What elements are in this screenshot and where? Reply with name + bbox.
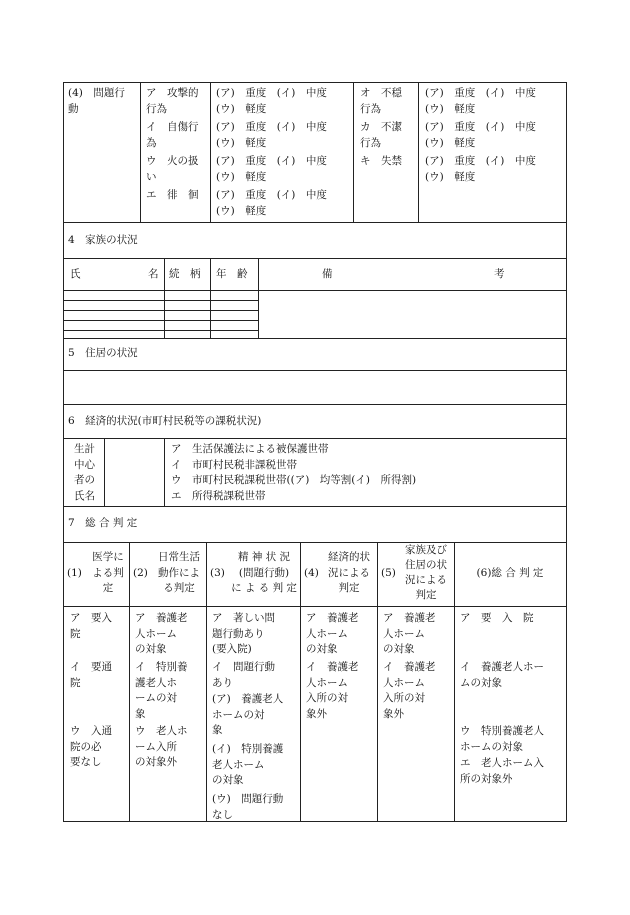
severity-options: (ア) 重度 (イ) 中度 xyxy=(216,87,327,99)
judgment-header: に よ る 判 定 xyxy=(231,582,297,594)
overall-judgment-option: 所の対象外 xyxy=(460,772,513,785)
column-header-age: 年 齢 xyxy=(216,268,248,280)
behavior-item-label: カ 不潔 xyxy=(360,121,402,133)
behavior-item-label: い xyxy=(146,170,157,183)
behavior-item-label: 行為 xyxy=(360,102,381,115)
rule-line xyxy=(63,606,567,607)
rule-line xyxy=(104,438,105,506)
behavior-item-label: イ 自傷行 xyxy=(146,121,199,133)
judgment-header: よる判 xyxy=(92,566,124,579)
judgment-header: 住居の状 xyxy=(405,559,447,571)
mental-judgment-option: なし xyxy=(212,808,233,821)
mental-judgment-option: (要入院) xyxy=(212,643,252,655)
tax-status-option: イ 市町村民税非課税世帯 xyxy=(171,458,297,471)
column-header-relation: 続 柄 xyxy=(169,268,201,280)
rule-line xyxy=(164,258,165,338)
rule-line xyxy=(418,82,419,222)
severity-options: (ウ) 軽度 xyxy=(425,136,476,149)
judgment-header: 医学に xyxy=(92,551,124,563)
severity-options: (ア) 重度 (イ) 中度 xyxy=(425,121,536,133)
rule-line xyxy=(63,310,258,311)
rule-line xyxy=(140,82,141,222)
behavior-item-label: オ 不穏 xyxy=(360,87,402,99)
adl-judgment-option: ア 養護老 xyxy=(135,612,188,624)
family-housing-judgment-option: 入所の対 xyxy=(383,692,425,704)
adl-judgment-option: 護老人ホ xyxy=(135,676,177,689)
adl-judgment-option: ームの対 xyxy=(135,692,177,704)
rule-line xyxy=(210,258,211,338)
behavior-item-label: 行為 xyxy=(360,136,381,149)
column-header-name: 名 xyxy=(148,268,159,280)
severity-options: (ウ) 軽度 xyxy=(216,204,267,217)
severity-options: (ア) 重度 (イ) 中度 xyxy=(216,155,327,167)
household-head-label: 氏名 xyxy=(74,489,95,502)
household-head-label: 生計 xyxy=(74,443,95,455)
overall-judgment-option: イ 養護老人ホー xyxy=(460,661,544,673)
rule-line xyxy=(63,300,258,301)
column-header-name: 氏 xyxy=(70,268,81,280)
mental-judgment-option: 老人ホーム xyxy=(212,758,265,771)
severity-options: (ウ) 軽度 xyxy=(216,170,267,183)
family-housing-judgment-option: ア 養護老 xyxy=(383,612,436,624)
section-title-family: 4 家族の状況 xyxy=(68,234,138,246)
rule-line xyxy=(63,404,567,405)
mental-judgment-option: ホームの対 xyxy=(212,708,265,721)
overall-judgment-option: ムの対象 xyxy=(460,676,502,689)
economic-judgment-option: 象外 xyxy=(306,707,327,720)
judgment-header-number: (5) xyxy=(381,567,396,579)
tax-status-option: エ 所得税課税世帯 xyxy=(171,489,266,502)
mental-judgment-option: 題行動あり xyxy=(212,627,265,640)
tax-status-option: ウ 市町村民税課税世帯((ア) 均等割(イ) 所得割) xyxy=(171,474,417,486)
section-title-housing: 5 住居の状況 xyxy=(68,347,138,359)
section-title-overall-judgment: 7 総 合 判 定 xyxy=(68,517,138,529)
behavior-item-label: 為 xyxy=(146,136,157,149)
household-head-label: 者の xyxy=(74,474,95,486)
severity-options: (ウ) 軽度 xyxy=(216,136,267,149)
rule-line xyxy=(377,542,378,822)
rule-line xyxy=(63,506,567,507)
problem-behavior-header: 動 xyxy=(68,102,79,115)
rule-line xyxy=(63,542,567,543)
judgment-header: 動作によ xyxy=(158,566,200,579)
medical-judgment-option: 要なし xyxy=(70,756,102,768)
rule-line xyxy=(63,370,567,371)
judgment-header: 経済的状 xyxy=(328,551,370,563)
column-header-remarks: 備 xyxy=(322,268,333,280)
adl-judgment-option: ーム入所 xyxy=(135,740,177,753)
medical-judgment-option: イ 要通 xyxy=(70,661,112,673)
rule-line xyxy=(63,338,567,339)
rule-line xyxy=(63,290,567,291)
severity-options: (ウ) 軽度 xyxy=(425,170,476,183)
rule-line xyxy=(300,542,301,822)
adl-judgment-option: の対象外 xyxy=(135,756,177,768)
rule-line xyxy=(454,542,455,822)
mental-judgment-option: 象 xyxy=(212,724,223,736)
tax-status-option: ア 生活保護法による被保護世帯 xyxy=(171,443,329,455)
rule-line xyxy=(63,222,567,223)
medical-judgment-option: ア 要入 xyxy=(70,612,112,624)
family-housing-judgment-option: イ 養護老 xyxy=(383,661,436,673)
judgment-header: (問題行動) xyxy=(238,566,290,579)
severity-options: (ウ) 軽度 xyxy=(425,102,476,115)
economic-judgment-option: イ 養護老 xyxy=(306,661,359,673)
mental-judgment-option: (ウ) 問題行動 xyxy=(212,793,284,805)
judgment-header: 況による xyxy=(405,574,447,586)
rule-line xyxy=(63,258,567,259)
severity-options: (ア) 重度 (イ) 中度 xyxy=(425,87,536,99)
judgment-header: (6)総 合 判 定 xyxy=(476,567,544,579)
behavior-item-label: 行為 xyxy=(146,102,167,115)
mental-judgment-option: ア 著しい問 xyxy=(212,612,275,624)
economic-judgment-option: 人ホーム xyxy=(306,627,348,640)
severity-options: (ア) 重度 (イ) 中度 xyxy=(216,121,327,133)
medical-judgment-option: ウ 入通 xyxy=(70,725,112,737)
behavior-item-label: キ 失禁 xyxy=(360,155,402,167)
rule-line xyxy=(258,258,259,338)
overall-judgment-option: ウ 特別養護老人 xyxy=(460,725,544,737)
family-housing-judgment-option: 人ホーム xyxy=(383,627,425,640)
judgment-header: 判定 xyxy=(415,589,437,601)
judgment-header: 定 xyxy=(102,582,114,594)
family-housing-judgment-option: の対象 xyxy=(383,643,415,655)
family-housing-judgment-option: 象外 xyxy=(383,707,404,720)
judgment-header: 判定 xyxy=(338,582,360,594)
economic-judgment-option: 入所の対 xyxy=(306,692,348,704)
behavior-item-label: ア 攻撃的 xyxy=(146,87,199,99)
judgment-header-number: (1) xyxy=(67,567,82,579)
judgment-header: 精 神 状 況 xyxy=(237,551,290,563)
medical-judgment-option: 院の必 xyxy=(70,740,102,753)
adl-judgment-option: ウ 老人ホ xyxy=(135,725,188,737)
judgment-header-number: (3) xyxy=(210,567,225,579)
mental-judgment-option: (ア) 養護老人 xyxy=(212,693,284,705)
behavior-item-label: エ 徘 徊 xyxy=(146,189,199,201)
adl-judgment-option: の対象 xyxy=(135,643,167,655)
severity-options: (ア) 重度 (イ) 中度 xyxy=(216,189,327,201)
judgment-header: 況による xyxy=(328,566,370,579)
severity-options: (ウ) 軽度 xyxy=(216,102,267,115)
mental-judgment-option: あり xyxy=(212,676,233,689)
rule-line xyxy=(164,438,165,506)
judgment-header: る判定 xyxy=(163,582,195,594)
rule-line xyxy=(129,542,130,822)
overall-judgment-option: ホームの対象 xyxy=(460,740,523,753)
judgment-header: 家族及び xyxy=(405,544,447,556)
rule-line xyxy=(353,82,354,222)
section-title-economic: 6 経済的状況(市町村民税等の課税状況) xyxy=(68,415,262,427)
column-header-remarks: 考 xyxy=(494,268,505,280)
behavior-item-label: ウ 火の扱 xyxy=(146,155,199,167)
medical-judgment-option: 院 xyxy=(70,627,81,640)
rule-line xyxy=(63,330,258,331)
economic-judgment-option: ア 養護老 xyxy=(306,612,359,624)
problem-behavior-header: (4) 問題行 xyxy=(68,87,125,99)
rule-line xyxy=(210,82,211,222)
rule-line xyxy=(63,320,258,321)
rule-line xyxy=(63,438,567,439)
severity-options: (ア) 重度 (イ) 中度 xyxy=(425,155,536,167)
adl-judgment-option: 人ホーム xyxy=(135,627,177,640)
economic-judgment-option: の対象 xyxy=(306,643,338,655)
mental-judgment-option: イ 問題行動 xyxy=(212,661,275,673)
mental-judgment-option: (イ) 特別養護 xyxy=(212,743,284,755)
rule-line xyxy=(206,542,207,822)
judgment-header-number: (4) xyxy=(304,567,319,579)
mental-judgment-option: の対象 xyxy=(212,774,244,786)
adl-judgment-option: 象 xyxy=(135,707,146,720)
medical-judgment-option: 院 xyxy=(70,676,81,689)
judgment-header: 日常生活 xyxy=(158,551,200,563)
judgment-header-number: (2) xyxy=(133,567,148,579)
economic-judgment-option: 人ホーム xyxy=(306,676,348,689)
household-head-label: 中心 xyxy=(74,458,95,471)
overall-judgment-option: ア 要 入 院 xyxy=(460,612,534,624)
adl-judgment-option: イ 特別養 xyxy=(135,661,188,673)
family-housing-judgment-option: 人ホーム xyxy=(383,676,425,689)
overall-judgment-option: エ 老人ホーム入 xyxy=(460,757,544,769)
